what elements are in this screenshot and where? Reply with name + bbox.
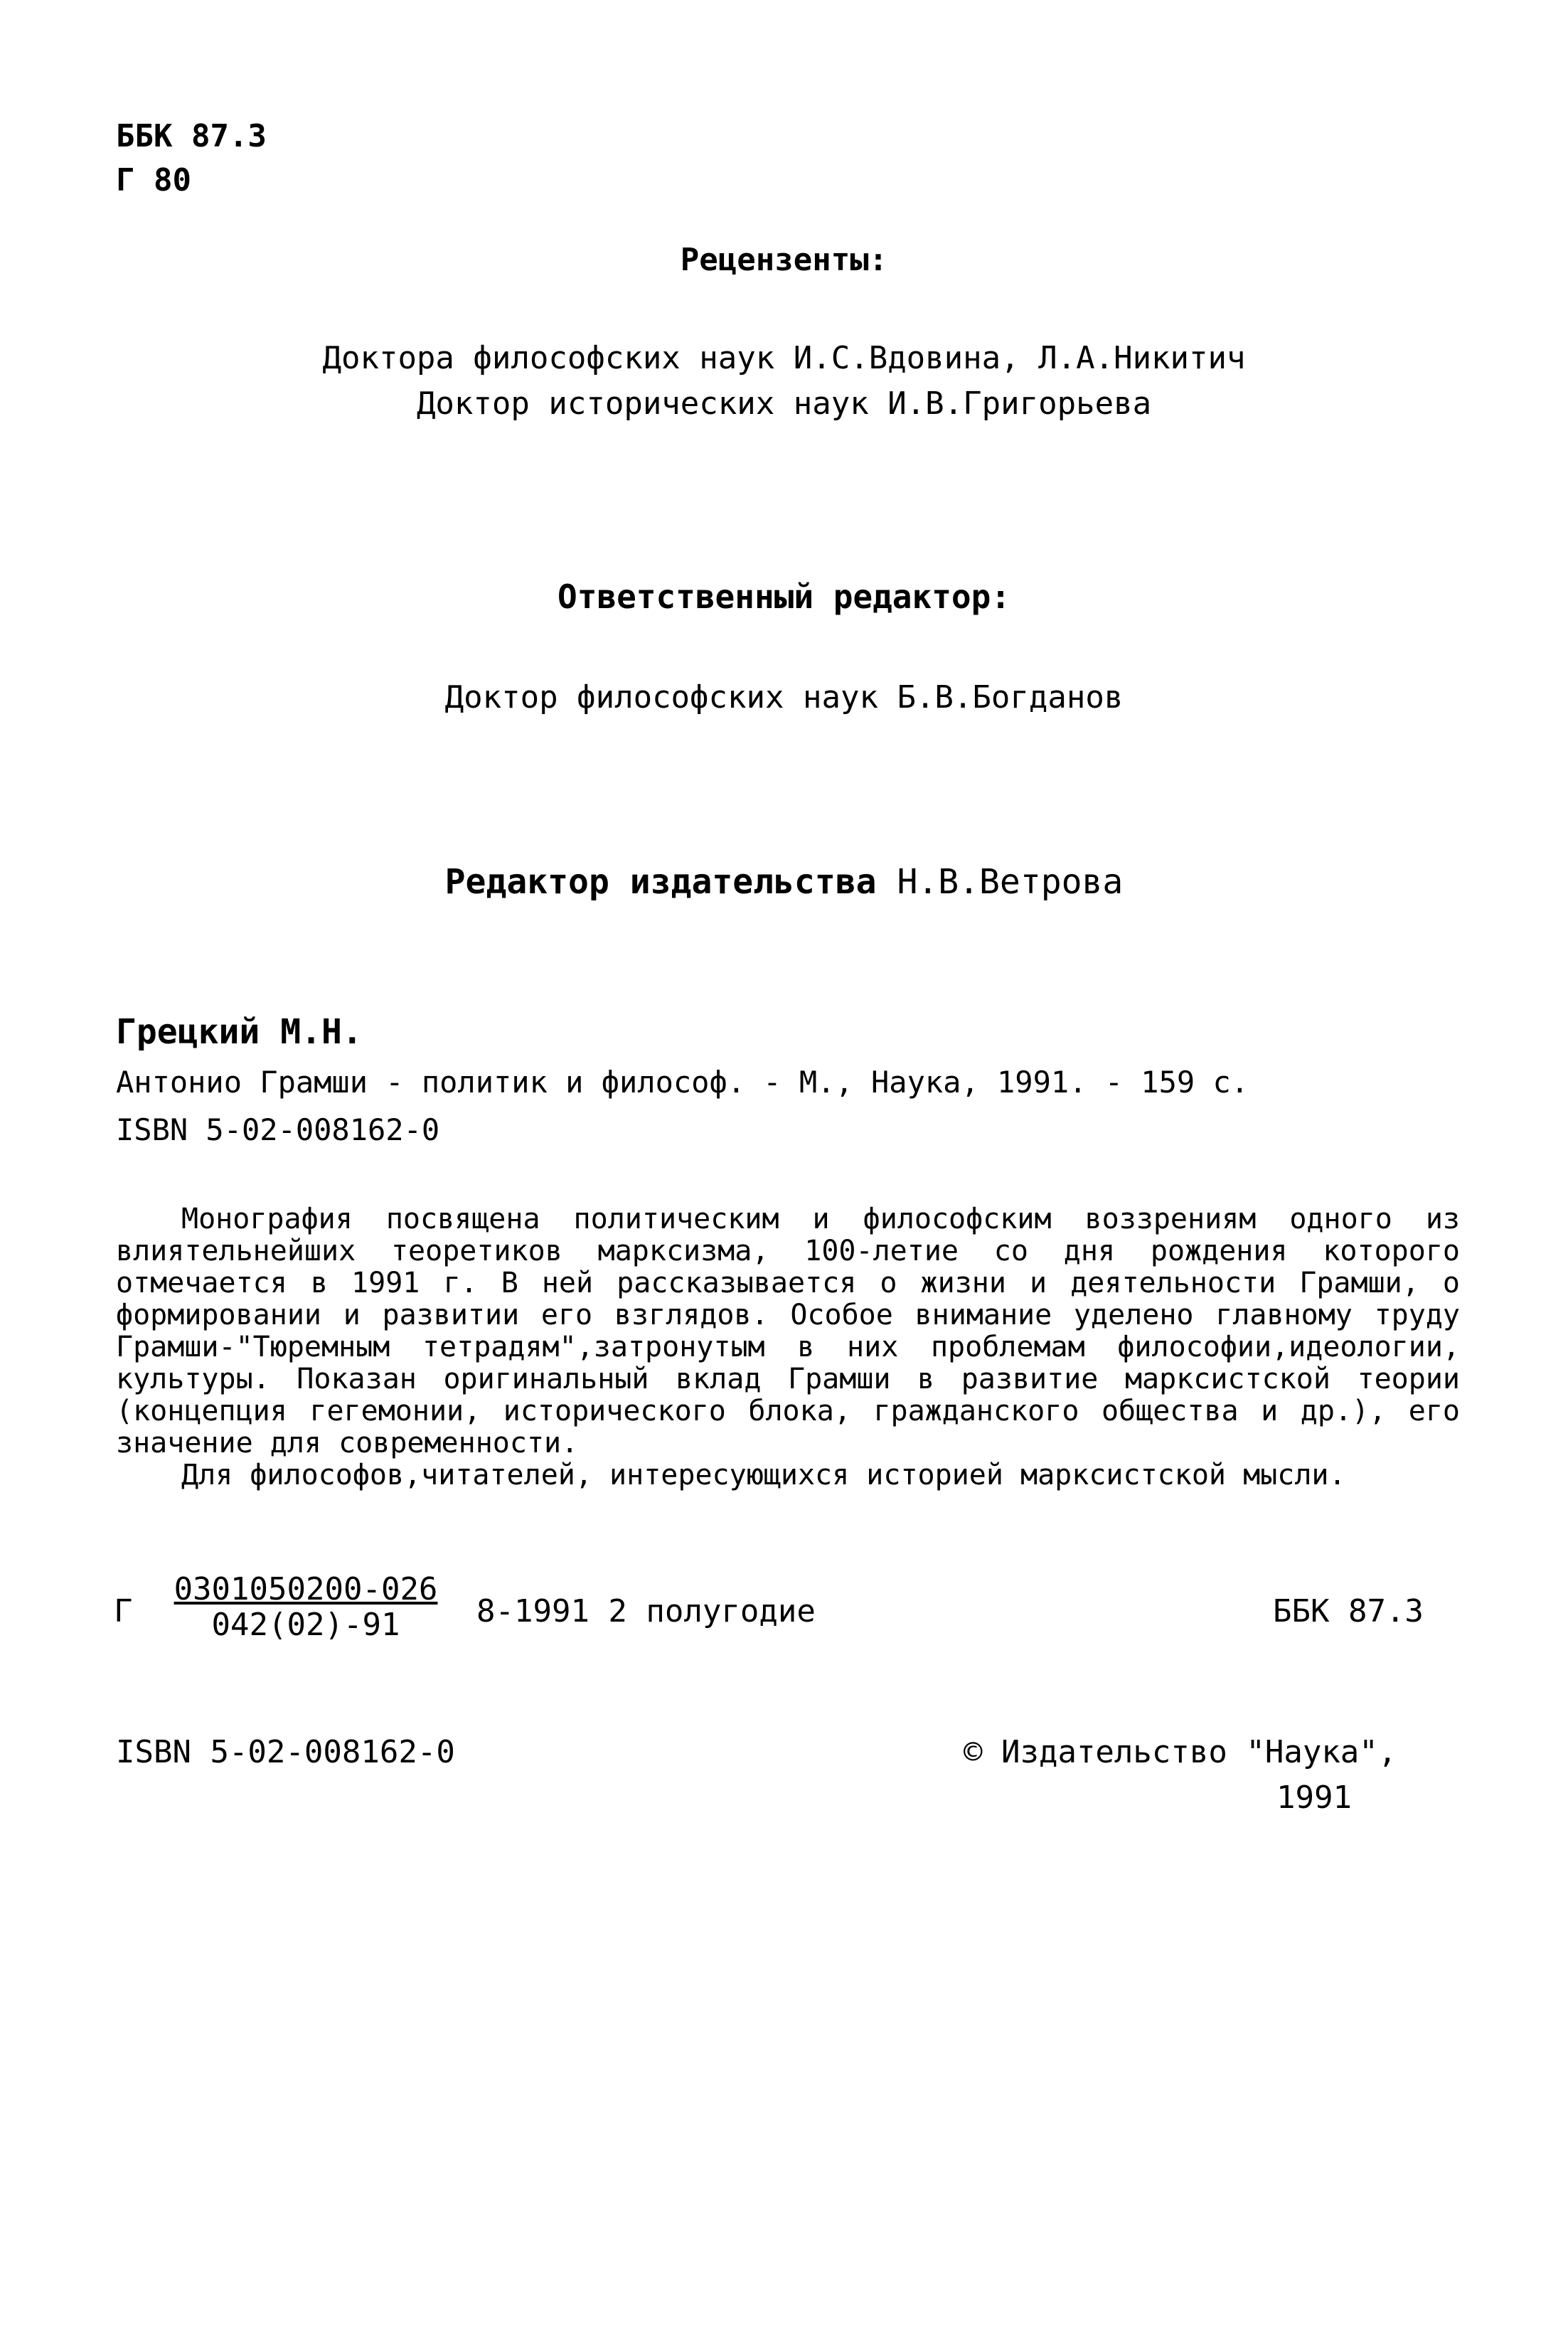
publisher-editor-name: Н.В.Ветрова — [897, 862, 1124, 902]
publication-plan: 8-1991 2 полугодие — [476, 1593, 816, 1629]
author-mark: Г 80 — [116, 162, 191, 198]
annotation-paragraph: Для философов,читателей, интересующихся историей марксистской мысли. — [181, 1459, 1346, 1491]
bibliographic-citation: Антонио Грамши - политик и философ. - М., Наука, 1991. - 159 с. — [116, 1065, 1249, 1100]
index-numerator: 0301050200-026 — [174, 1571, 438, 1607]
catalog-index-fraction — [149, 1572, 462, 1643]
reviewer-line: Доктора философских наук И.С.Вдовина, Л.А.Никитич — [322, 340, 1246, 376]
author-name: Грецкий М.Н. — [116, 1012, 363, 1052]
reviewers-heading: Рецензенты: — [680, 242, 888, 278]
index-denominator: 042(02)-91 — [211, 1607, 400, 1643]
publisher-editor-label: Редактор издательства — [444, 862, 877, 902]
responsible-editor: Доктор философских наук Б.В.Богданов — [444, 679, 1124, 716]
annotation — [116, 1203, 1460, 1491]
index-letter: Г — [114, 1593, 133, 1629]
bbk-code: ББК 87.3 — [116, 118, 267, 154]
isbn-line: ISBN 5-02-008162-0 — [116, 1112, 440, 1147]
annotation-paragraph: Монография посвящена политическим и философским воззрениям одного из влиятельнейших теоретиков марксизма, 100-летие со дня рождения которого отмечается в 1991 г. В ней рассказывается о жизни и деятельности Грамши, о формировании и развитии его взглядов. Особое внимание уделено главному труду Грамши-"Тюремным тетрадям",затронутым в них проблемам философии,идеологии, культуры. Показан оригинальный вклад Грамши в развитие марксистской теории (концепция гегемонии, исторического блока, гражданского общества и др.), его значение для современности. — [116, 1203, 1460, 1459]
reviewer-line: Доктор исторических наук И.В.Григорьева — [416, 385, 1152, 422]
editor-heading: Ответственный редактор: — [558, 578, 1010, 616]
footer-isbn: ISBN 5-02-008162-0 — [116, 1734, 455, 1770]
copyright-year: 1991 — [1276, 1780, 1352, 1816]
index-bbk: ББК 87.3 — [1273, 1593, 1424, 1629]
copyright: © Издательство "Наука", — [964, 1734, 1397, 1770]
publisher-editor — [0, 862, 1568, 902]
